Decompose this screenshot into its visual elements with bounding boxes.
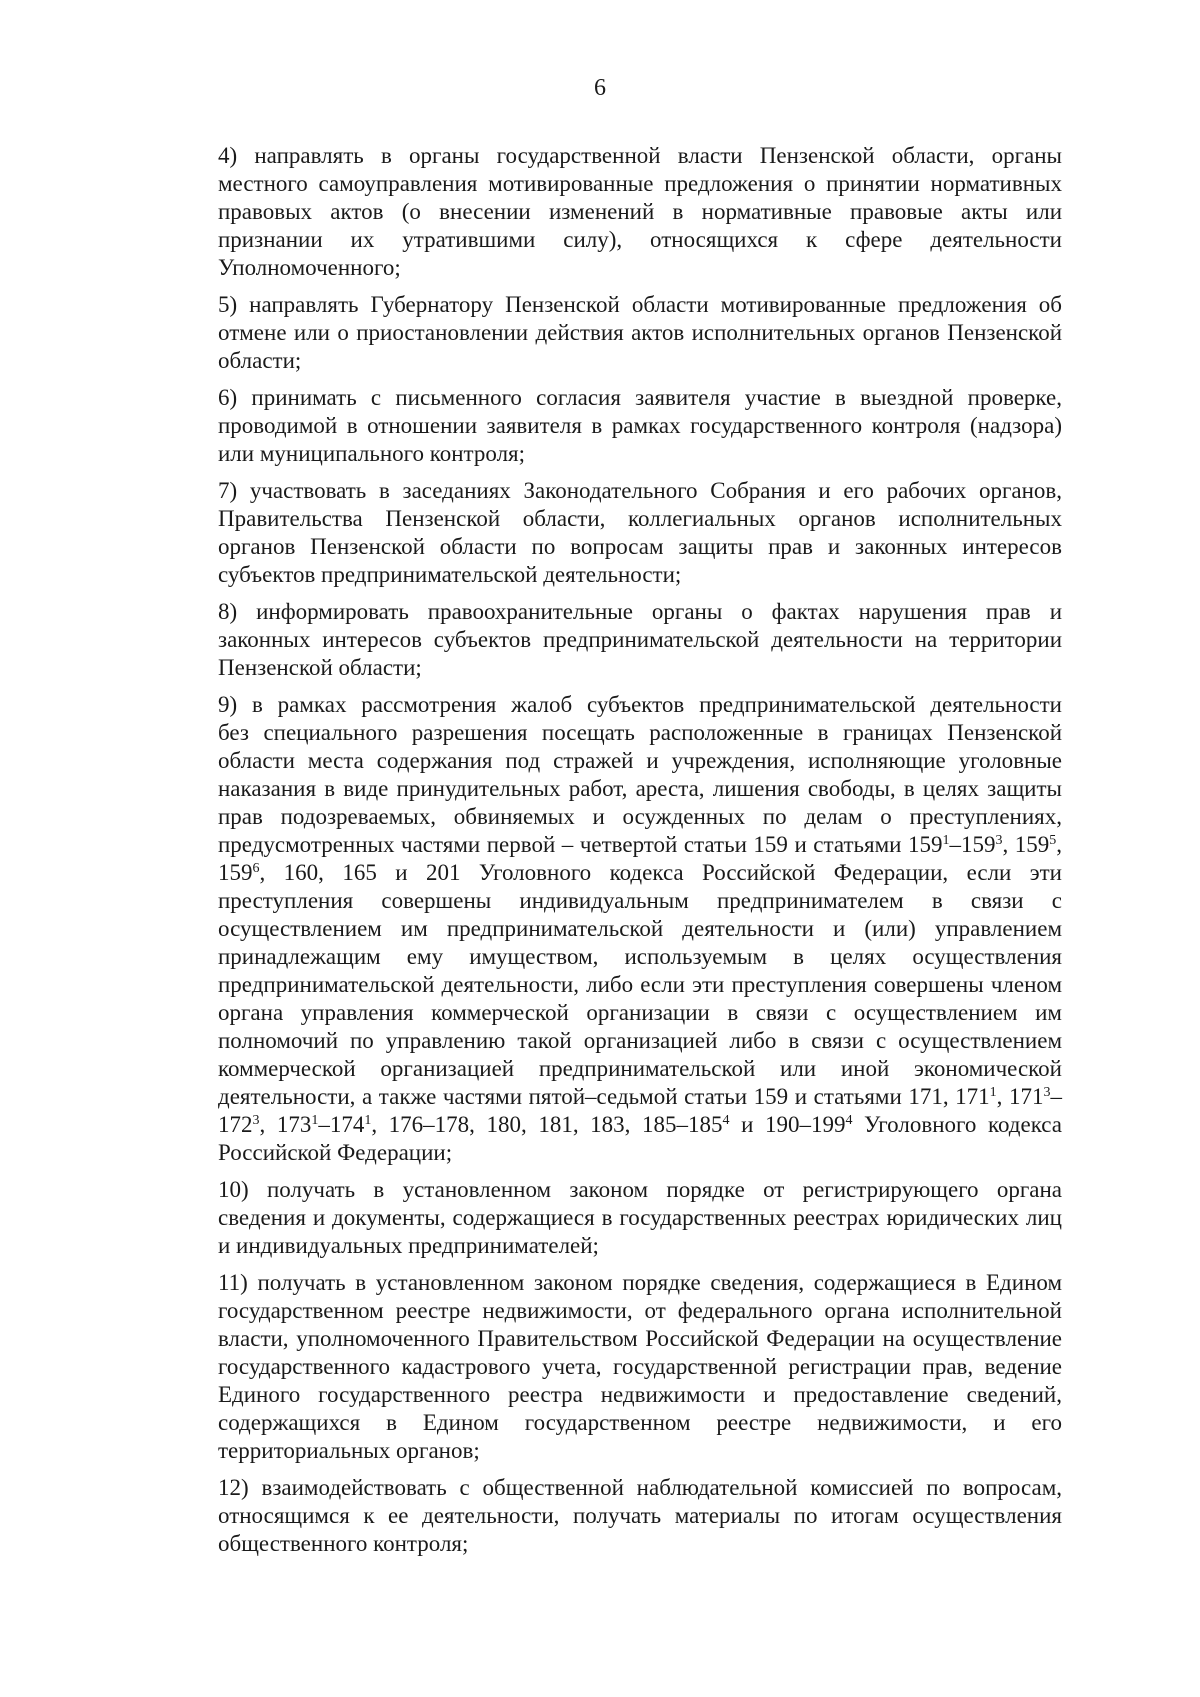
text-line: 6) принимать с письменного согласия заявителя участие в выездной проверке, (218, 385, 1062, 410)
text-line: 5) направлять Губернатору Пензенской области мотивированные предложения об (218, 292, 1062, 317)
text-line: принадлежащим ему имуществом, используемым в целях осуществления (218, 944, 1062, 969)
text-line: 10) получать в установленном законом порядке от регистрирующего органа (218, 1177, 1062, 1202)
text-fragment: – (1050, 1084, 1062, 1109)
text-fragment: Уголовного кодекса (852, 1112, 1063, 1137)
text-line: Российской Федерации; (218, 1140, 453, 1165)
document-body (172, 142, 1062, 1558)
text-fragment: , 176–178, 180, 181, 183, 185–185 (371, 1112, 723, 1137)
superscript: 3 (252, 1113, 260, 1128)
text-line: субъектов предпринимательской деятельности; (218, 562, 682, 587)
text-fragment: –174 (318, 1112, 365, 1137)
text-fragment: –159 (949, 832, 996, 857)
text-line: органов Пензенской области по вопросам защиты прав и законных интересов (218, 534, 1062, 559)
text-line: содержащихся в Едином государственном реестре недвижимости, и его (218, 1410, 1062, 1435)
text-line: или муниципального контроля; (218, 441, 526, 466)
text-line: полномочий по управлению такой организацией либо в связи с осуществлением (218, 1028, 1062, 1053)
text-line: государственном реестре недвижимости, от федерального органа исполнительной (218, 1298, 1062, 1323)
superscript: 1 (311, 1113, 319, 1128)
paragraph-item-12 (172, 1474, 1062, 1558)
text-line: Правительства Пензенской области, коллегиальных органов исполнительных (218, 506, 1062, 531)
superscript: 4 (845, 1113, 853, 1128)
text-line: сведения и документы, содержащиеся в государственных реестрах юридических лиц (218, 1205, 1062, 1230)
superscript: 1 (364, 1113, 372, 1128)
text-line: относящимся к ее деятельности, получать материалы по итогам осуществления (218, 1503, 1062, 1528)
text-line: осуществлением им предпринимательской деятельности и (или) управлением (218, 916, 1062, 941)
paragraph-item-11 (172, 1269, 1062, 1465)
text-fragment: , 160, 165 и 201 Уголовного кодекса Российской Федерации, если эти (259, 860, 1062, 885)
paragraph-item-7 (172, 477, 1062, 589)
paragraph-item-5 (172, 291, 1062, 375)
text-line: прав подозреваемых, обвиняемых и осужденных по делам о преступлениях, (218, 804, 1062, 829)
superscript: 3 (1043, 1085, 1051, 1100)
text-line: органа управления коммерческой организации в связи с осуществлением им (218, 1000, 1062, 1025)
paragraph-item-9 (172, 691, 1062, 1167)
text-fragment: деятельности, а также частями пятой–седьмой статьи 159 и статьями 171, 171 (218, 1084, 990, 1109)
paragraph-item-4 (172, 142, 1062, 282)
text-line (172, 831, 1062, 859)
text-line: без специального разрешения посещать расположенные в границах Пензенской (218, 720, 1062, 745)
text-fragment: 172 (218, 1112, 253, 1137)
text-line: 12) взаимодействовать с общественной наблюдательной комиссией по вопросам, (218, 1475, 1062, 1500)
text-line: общественного контроля; (218, 1531, 469, 1556)
text-line: Единого государственного реестра недвижимости и предоставление сведений, (218, 1382, 1062, 1407)
text-fragment: , (1056, 832, 1063, 857)
text-line: территориальных органов; (218, 1438, 480, 1463)
text-line: области места содержания под стражей и учреждения, исполняющие уголовные (218, 748, 1062, 773)
text-fragment: , 171 (996, 1084, 1044, 1109)
text-line (172, 1083, 1062, 1111)
text-line: государственного кадастрового учета, государственной регистрации прав, ведение (218, 1354, 1062, 1379)
text-line (172, 1111, 1062, 1139)
paragraph-item-8 (172, 598, 1062, 682)
text-line: предпринимательской деятельности, либо если эти преступления совершены членом (218, 972, 1062, 997)
superscript: 6 (252, 861, 260, 876)
text-fragment: и 190–199 (729, 1112, 846, 1137)
text-line (172, 859, 1062, 887)
text-line: 7) участвовать в заседаниях Законодательного Собрания и его рабочих органов, (218, 478, 1062, 503)
text-line: отмене или о приостановлении действия актов исполнительных органов Пензенской (218, 320, 1062, 345)
text-fragment: предусмотренных частями первой – четвертой статьи 159 и статьями 159 (218, 832, 943, 857)
text-line: 8) информировать правоохранительные органы о фактах нарушения прав и (218, 599, 1062, 624)
text-fragment: , 159 (1002, 832, 1050, 857)
text-line: власти, уполномоченного Правительством Российской Федерации на осуществление (218, 1326, 1062, 1351)
superscript: 4 (722, 1113, 730, 1128)
text-line: законных интересов субъектов предпринимательской деятельности на территории (218, 627, 1062, 652)
text-line: Уполномоченного; (218, 255, 401, 280)
text-line: коммерческой организацией предпринимательской или иной экономической (218, 1056, 1062, 1081)
text-line: местного самоуправления мотивированные предложения о принятии нормативных (218, 171, 1062, 196)
text-line: 4) направлять в органы государственной власти Пензенской области, органы (218, 143, 1062, 168)
paragraph-item-10 (172, 1176, 1062, 1260)
text-line: проводимой в отношении заявителя в рамках государственного контроля (надзора) (218, 413, 1062, 438)
text-line: Пензенской области; (218, 655, 422, 680)
text-line: преступления совершены индивидуальным предпринимателем в связи с (218, 888, 1062, 913)
page-number: 6 (594, 75, 606, 101)
superscript: 1 (989, 1085, 997, 1100)
superscript: 5 (1049, 833, 1057, 848)
text-line: и индивидуальных предпринимателей; (218, 1233, 599, 1258)
text-line: признании их утратившими силу), относящихся к сфере деятельности (218, 227, 1062, 252)
text-line: правовых актов (о внесении изменений в нормативные правовые акты или (218, 199, 1062, 224)
superscript: 1 (942, 833, 950, 848)
text-line: 9) в рамках рассмотрения жалоб субъектов предпринимательской деятельности (218, 692, 1062, 717)
text-fragment: 159 (218, 860, 253, 885)
text-line: наказания в виде принудительных работ, ареста, лишения свободы, в целях защиты (218, 776, 1062, 801)
paragraph-item-6 (172, 384, 1062, 468)
text-line: 11) получать в установленном законом порядке сведения, содержащиеся в Едином (218, 1270, 1062, 1295)
text-fragment: , 173 (259, 1112, 312, 1137)
text-line: области; (218, 348, 302, 373)
superscript: 3 (995, 833, 1003, 848)
